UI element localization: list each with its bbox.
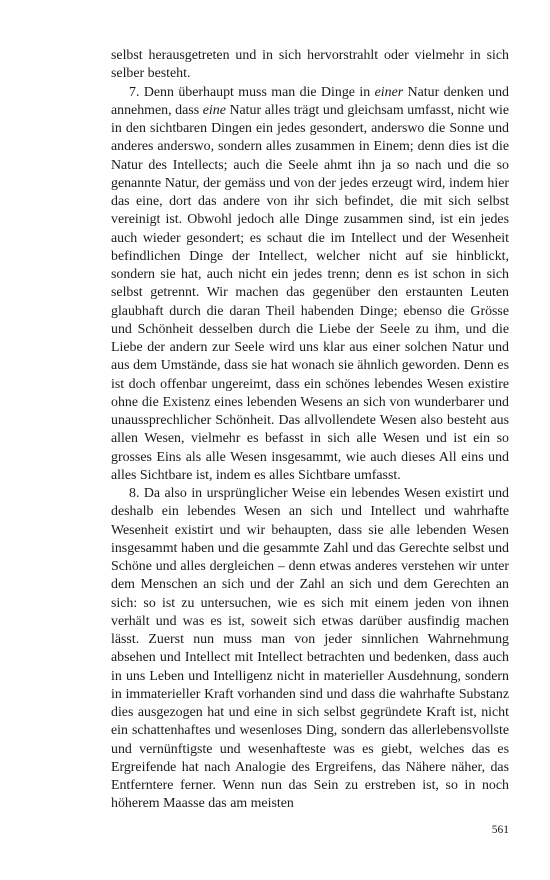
text-run: 8. Da also in ursprünglicher Weise ein lebendes Wesen existirt und deshalb ein lebendes Wesen an sich und Intellect und wahrhafte Wesenheit existirt und wir behaupten, dass sie alle lebenden Wesen insgesammt haben und die gesammte Zahl und das Gerechte selbst und Schöne und alles dergleichen – denn etwas anderes verstehen wir unter dem Menschen an sich und der Zahl an sich und dem Gerechten an sich: so ist zu untersuchen, wie es sich mit einem jeden von ihnen verhält und was es ist, soweit sich etwas darüber ausfindig machen lässt. Zuerst nun muss man von jeder sinnlichen Wahrnehmung absehen und Intellect mit Intellect betrachten und bedenken, dass auch in uns Leben und Intelligenz nicht in materieller Ausdehnung, sondern in immaterieller Kraft vorhanden sind und dass die wahrhafte Substanz dies ausgezogen hat und eine in sich selbst gegründete Kraft ist, nicht ein schattenhaftes und wesenloses Ding, sondern das allerlebensvollste und vernünftigste und wesenhafteste was es giebt, welches das es Ergreifende hat nach Analogie des Ergreifens, das Nähere näher, das Entferntere ferner. Wenn nun das Sein zu erstreben ist, so in noch höherem Maasse das am meisten <box>111 486 509 812</box>
paragraph-section-7 <box>111 84 509 486</box>
text-run: selbst herausgetreten und in sich hervorstrahlt oder vielmehr in sich selber besteht. <box>111 48 509 82</box>
text-run: Natur alles trägt und gleichsam umfasst, nicht wie in den sichtbaren Dingen ein jedes gesondert, anderswo die Sonne und anderes anderswo, sondern alles zusammen in Einem; denn dies ist die Natur des Intellects; auch die Seele ahmt ihn ja so nach und die so genannte Natur, der gemäss und von der jedes erzeugt wird, indem hier das eine, dort das andere von ihr sich befindet, die mit sich selbst vereinigt ist. Obwohl jedoch alle Dinge zusammen sind, ist ein jedes auch wieder gesondert; es schaut die im Intellect und der Wesenheit befindlichen Dinge der Intellect, welcher nicht auf sie hinblickt, sondern sie hat, auch nicht ein jedes trenn; denn es ist schon in sich selbst getrennt. Wir machen das gegenüber den erstaunten Leuten glaubhaft durch die daran Theil habenden Dinge; ebenso die Grösse und Schönheit desselben durch die Liebe der Seele zu ihm, und die Liebe der andern zur Seele wird uns klar aus einer solchen Natur und aus dem Umstände, dass sie hat wonach sie ähnlich geworden. Denn es ist doch offenbar ungereimt, dass ein schönes lebendes Wesen existire ohne die Existenz eines lebenden Wesens an sich von wunderbarer und unaussprechlicher Schönheit. Das allvollendete Wesen also besteht aus allen Wesen, vielmehr es befasst in sich alle Wesen und ist ein so grosses Eins als alle Wesen insgesammt, wie auch dieses All eins und alles Sichtbare ist, indem es alles Sichtbare umfasst. <box>111 102 510 483</box>
text-run: 7. Denn überhaupt muss man die Dinge in <box>129 84 375 100</box>
emphasis-text: einer <box>374 84 404 100</box>
paragraph-section-8 <box>111 485 509 814</box>
text-run: Natur denken und annehmen, dass <box>111 84 509 118</box>
page-number: 561 <box>491 824 509 836</box>
page-body <box>111 47 509 814</box>
paragraph-continuation <box>111 47 509 84</box>
emphasis-text: eine <box>202 102 226 118</box>
